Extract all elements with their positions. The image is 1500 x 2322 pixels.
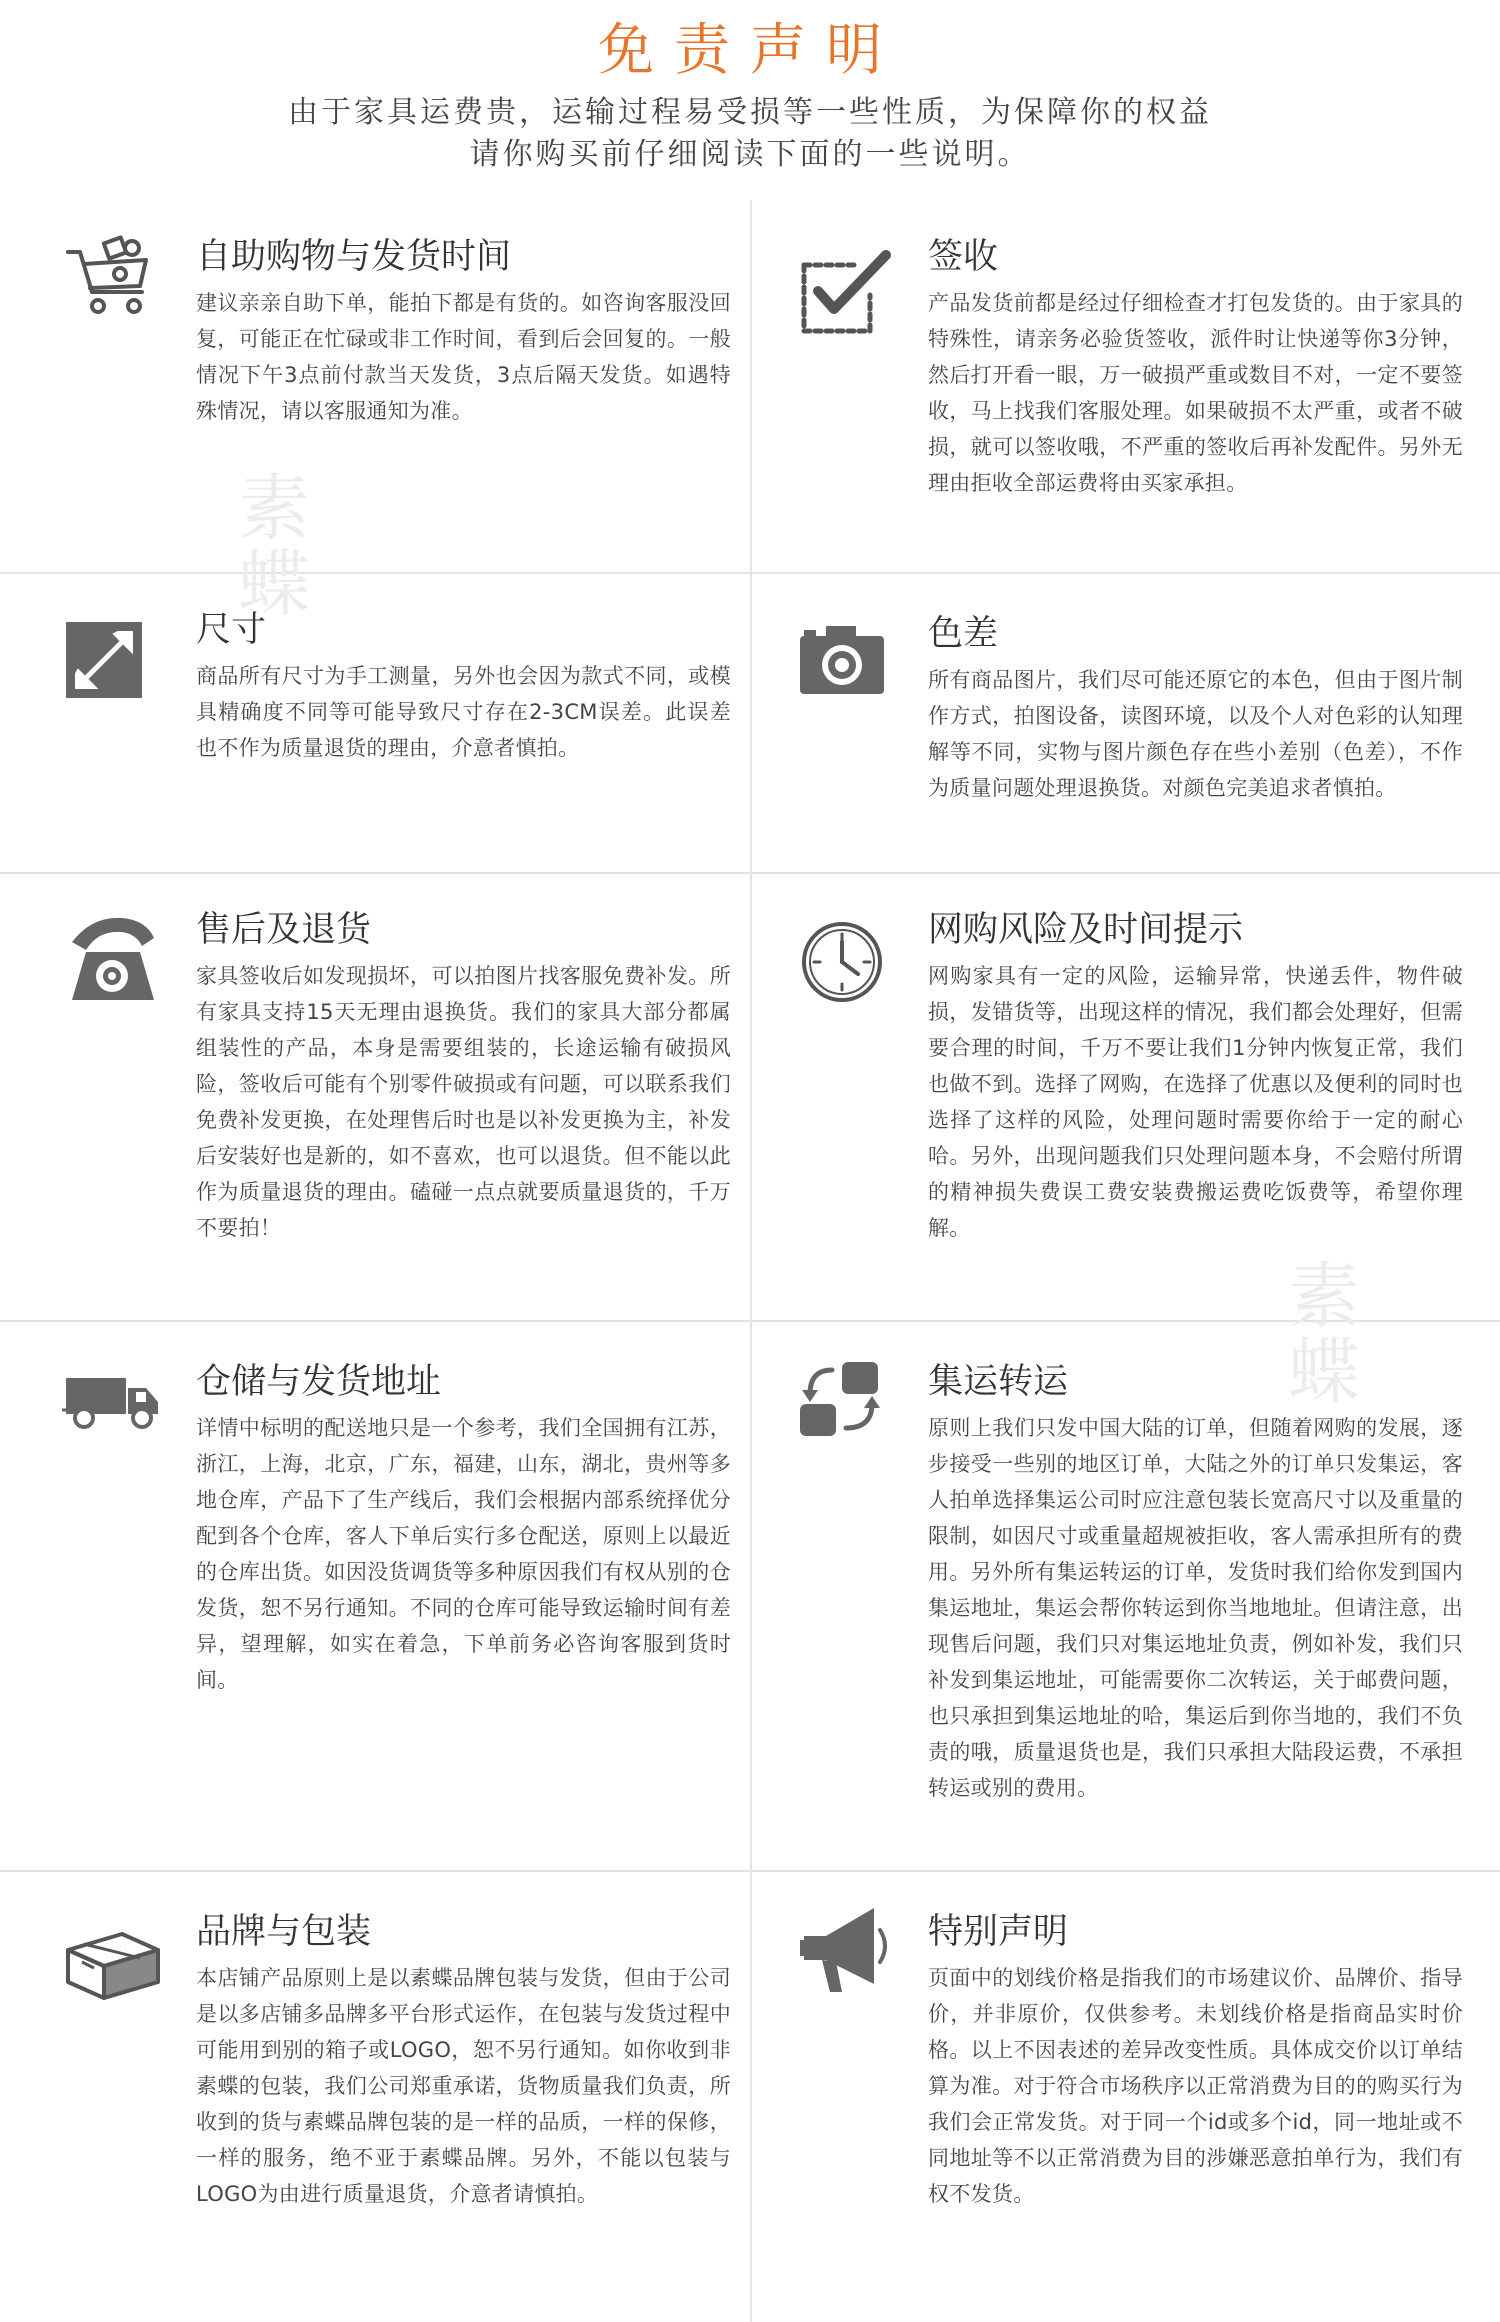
section-text: 网购家具有一定的风险，运输异常，快递丢件，物件破损，发错货等，出现这样的情况，我们都会处理好，但需要合理的时间，千万不要让我们1分钟内恢复正常，我们也做不到。选择了网购，在选择了优惠以及便利的同时也选择了这样的风险，处理问题时需要你给于一定的耐心哈。另外，出现问题我们只处理问题本身，不会赔付所谓的精神损失费误工费安装费搬运费吃饭费等，希望你理解。	[928, 964, 1463, 1240]
row-divider	[0, 1320, 1500, 1322]
section-title: 特别声明	[928, 1912, 1069, 1952]
section-title: 集运转运	[928, 1362, 1069, 1402]
section-text: 家具签收后如发现损坏，可以拍图片找客服免费补发。所有家具支持15天无理由退换货。我们的家具大部分都属组装性的产品，本身是需要组装的，长途运输有破损风险，签收后可能有个别零件破损或有问题，可以联系我们免费补发更换，在处理售后时也是以补发更换为主，补发后安装好也是新的，如不喜欢，也可以退货。但不能以此作为质量退货的理由。磕碰一点点就要质量退货的，千万不要拍！	[196, 964, 731, 1240]
section-text: 本店铺产品原则上是以素蝶品牌包装与发货，但由于公司是以多店铺多品牌多平台形式运作，在包装与发货过程中可能用到别的箱子或LOGO，恕不另行通知。如你收到非素蝶的包装，我们公司郑重承诺，货物质量我们负责，所收到的货与素蝶品牌包装的是一样的品质，一样的保修，一样的服务，绝不亚于素蝶品牌。另外，不能以包装与LOGO为由进行质量退货，介意者请慎拍。	[196, 1966, 731, 2206]
clock-icon	[796, 912, 896, 1012]
watermark: 素蝶	[238, 466, 315, 626]
camera-icon	[796, 612, 896, 712]
section-title: 网购风险及时间提示	[928, 910, 1244, 950]
header	[0, 0, 1500, 200]
section-text: 产品发货前都是经过仔细检查才打包发货的。由于家具的特殊性，请亲务必验货签收，派件时让快递等你3分钟，然后打开看一眼，万一破损严重或数目不对，一定不要签收，马上找我们客服处理。如果破损不太严重，或者不破损，就可以签收哦，不严重的签收后再补发配件。另外无理由拒收全部运费将由买家承担。	[928, 291, 1463, 495]
page-title: 免责声明	[598, 18, 902, 83]
section-text: 商品所有尺寸为手工测量，另外也会因为款式不同，或模具精确度不同等可能导致尺寸存在2-3CM误差。此误差也不作为质量退货的理由，介意者慎拍。	[196, 664, 731, 760]
section-title: 尺寸	[196, 610, 267, 650]
megaphone-icon	[796, 1900, 896, 2000]
column-divider	[750, 200, 752, 2322]
subtitle-line-1: 由于家具运费贵，运输过程易受损等一些性质，为保障你的权益	[288, 95, 1212, 130]
section-title: 自助购物与发货时间	[196, 237, 512, 277]
watermark: 素蝶	[1288, 1254, 1365, 1414]
truck-icon	[62, 1350, 162, 1450]
resize-arrow-icon	[62, 618, 162, 718]
section-title: 仓储与发货地址	[196, 1362, 442, 1402]
disclaimer-grid	[0, 200, 1500, 2322]
checkbox-icon	[796, 245, 896, 345]
section-text: 建议亲亲自助下单，能拍下都是有货的。如咨询客服没回复，可能正在忙碌或非工作时间，看到后会回复的。一般情况下午3点前付款当天发货，3点后隔天发货。如遇特殊情况，请以客服通知为准。	[196, 291, 731, 423]
section-text: 原则上我们只发中国大陆的订单，但随着网购的发展，逐步接受一些别的地区订单，大陆之外的订单只发集运，客人拍单选择集运公司时应注意包装长宽高尺寸以及重量的限制，如因尺寸或重量超规被拒收，客人需承担所有的费用。另外所有集运转运的订单，发货时我们给你发到国内集运地址，集运会帮你转运到你当地地址。但请注意，出现售后问题，我们只对集运地址负责，例如补发，我们只补发到集运地址，可能需要你二次转运，关于邮费问题，也只承担到集运地址的哈，集运后到你当地的，我们不负责的哦，质量退货也是，我们只承担大陆段运费，不承担转运或别的费用。	[928, 1416, 1463, 1800]
telephone-icon	[62, 912, 162, 1012]
section-text: 页面中的划线价格是指我们的市场建议价、品牌价、指导价，并非原价，仅供参考。未划线价格是指商品实时价格。以上不因表述的差异改变性质。具体成交价以订单结算为准。对于符合市场秩序以正常消费为目的的购买行为我们会正常发货。对于同一个id或多个id，同一地址或不同地址等不以正常消费为目的涉嫌恶意拍单行为，我们有权不发货。	[928, 1966, 1463, 2206]
row-divider	[0, 572, 1500, 574]
section-title: 签收	[928, 237, 999, 277]
section-text: 所有商品图片，我们尽可能还原它的本色，但由于图片制作方式，拍图设备，读图环境，以及个人对色彩的认知理解等不同，实物与图片颜色存在些小差别（色差），不作为质量问题处理退换货。对颜色完美追求者慎拍。	[928, 668, 1463, 800]
subtitle	[0, 92, 1500, 176]
transfer-icon	[796, 1350, 896, 1450]
section-title: 售后及退货	[196, 910, 372, 950]
row-divider	[0, 1870, 1500, 1872]
package-box-icon	[62, 1910, 162, 2010]
section-text: 详情中标明的配送地只是一个参考，我们全国拥有江苏，浙江，上海，北京，广东，福建，山东，湖北，贵州等多地仓库，产品下了生产线后，我们会根据内部系统择优分配到各个仓库，客人下单后实行多仓配送，原则上以最近的仓库出货。如因没货调货等多种原因我们有权从别的仓发货，恕不另行通知。不同的仓库可能导致运输时间有差异，望理解，如实在着急，下单前务必咨询客服到货时间。	[196, 1416, 731, 1692]
section-title: 色差	[928, 614, 999, 654]
shopping-cart-icon	[62, 230, 162, 330]
subtitle-line-2: 请你购买前仔细阅读下面的一些说明。	[469, 137, 1031, 172]
row-divider	[0, 872, 1500, 874]
section-title: 品牌与包装	[196, 1912, 372, 1952]
